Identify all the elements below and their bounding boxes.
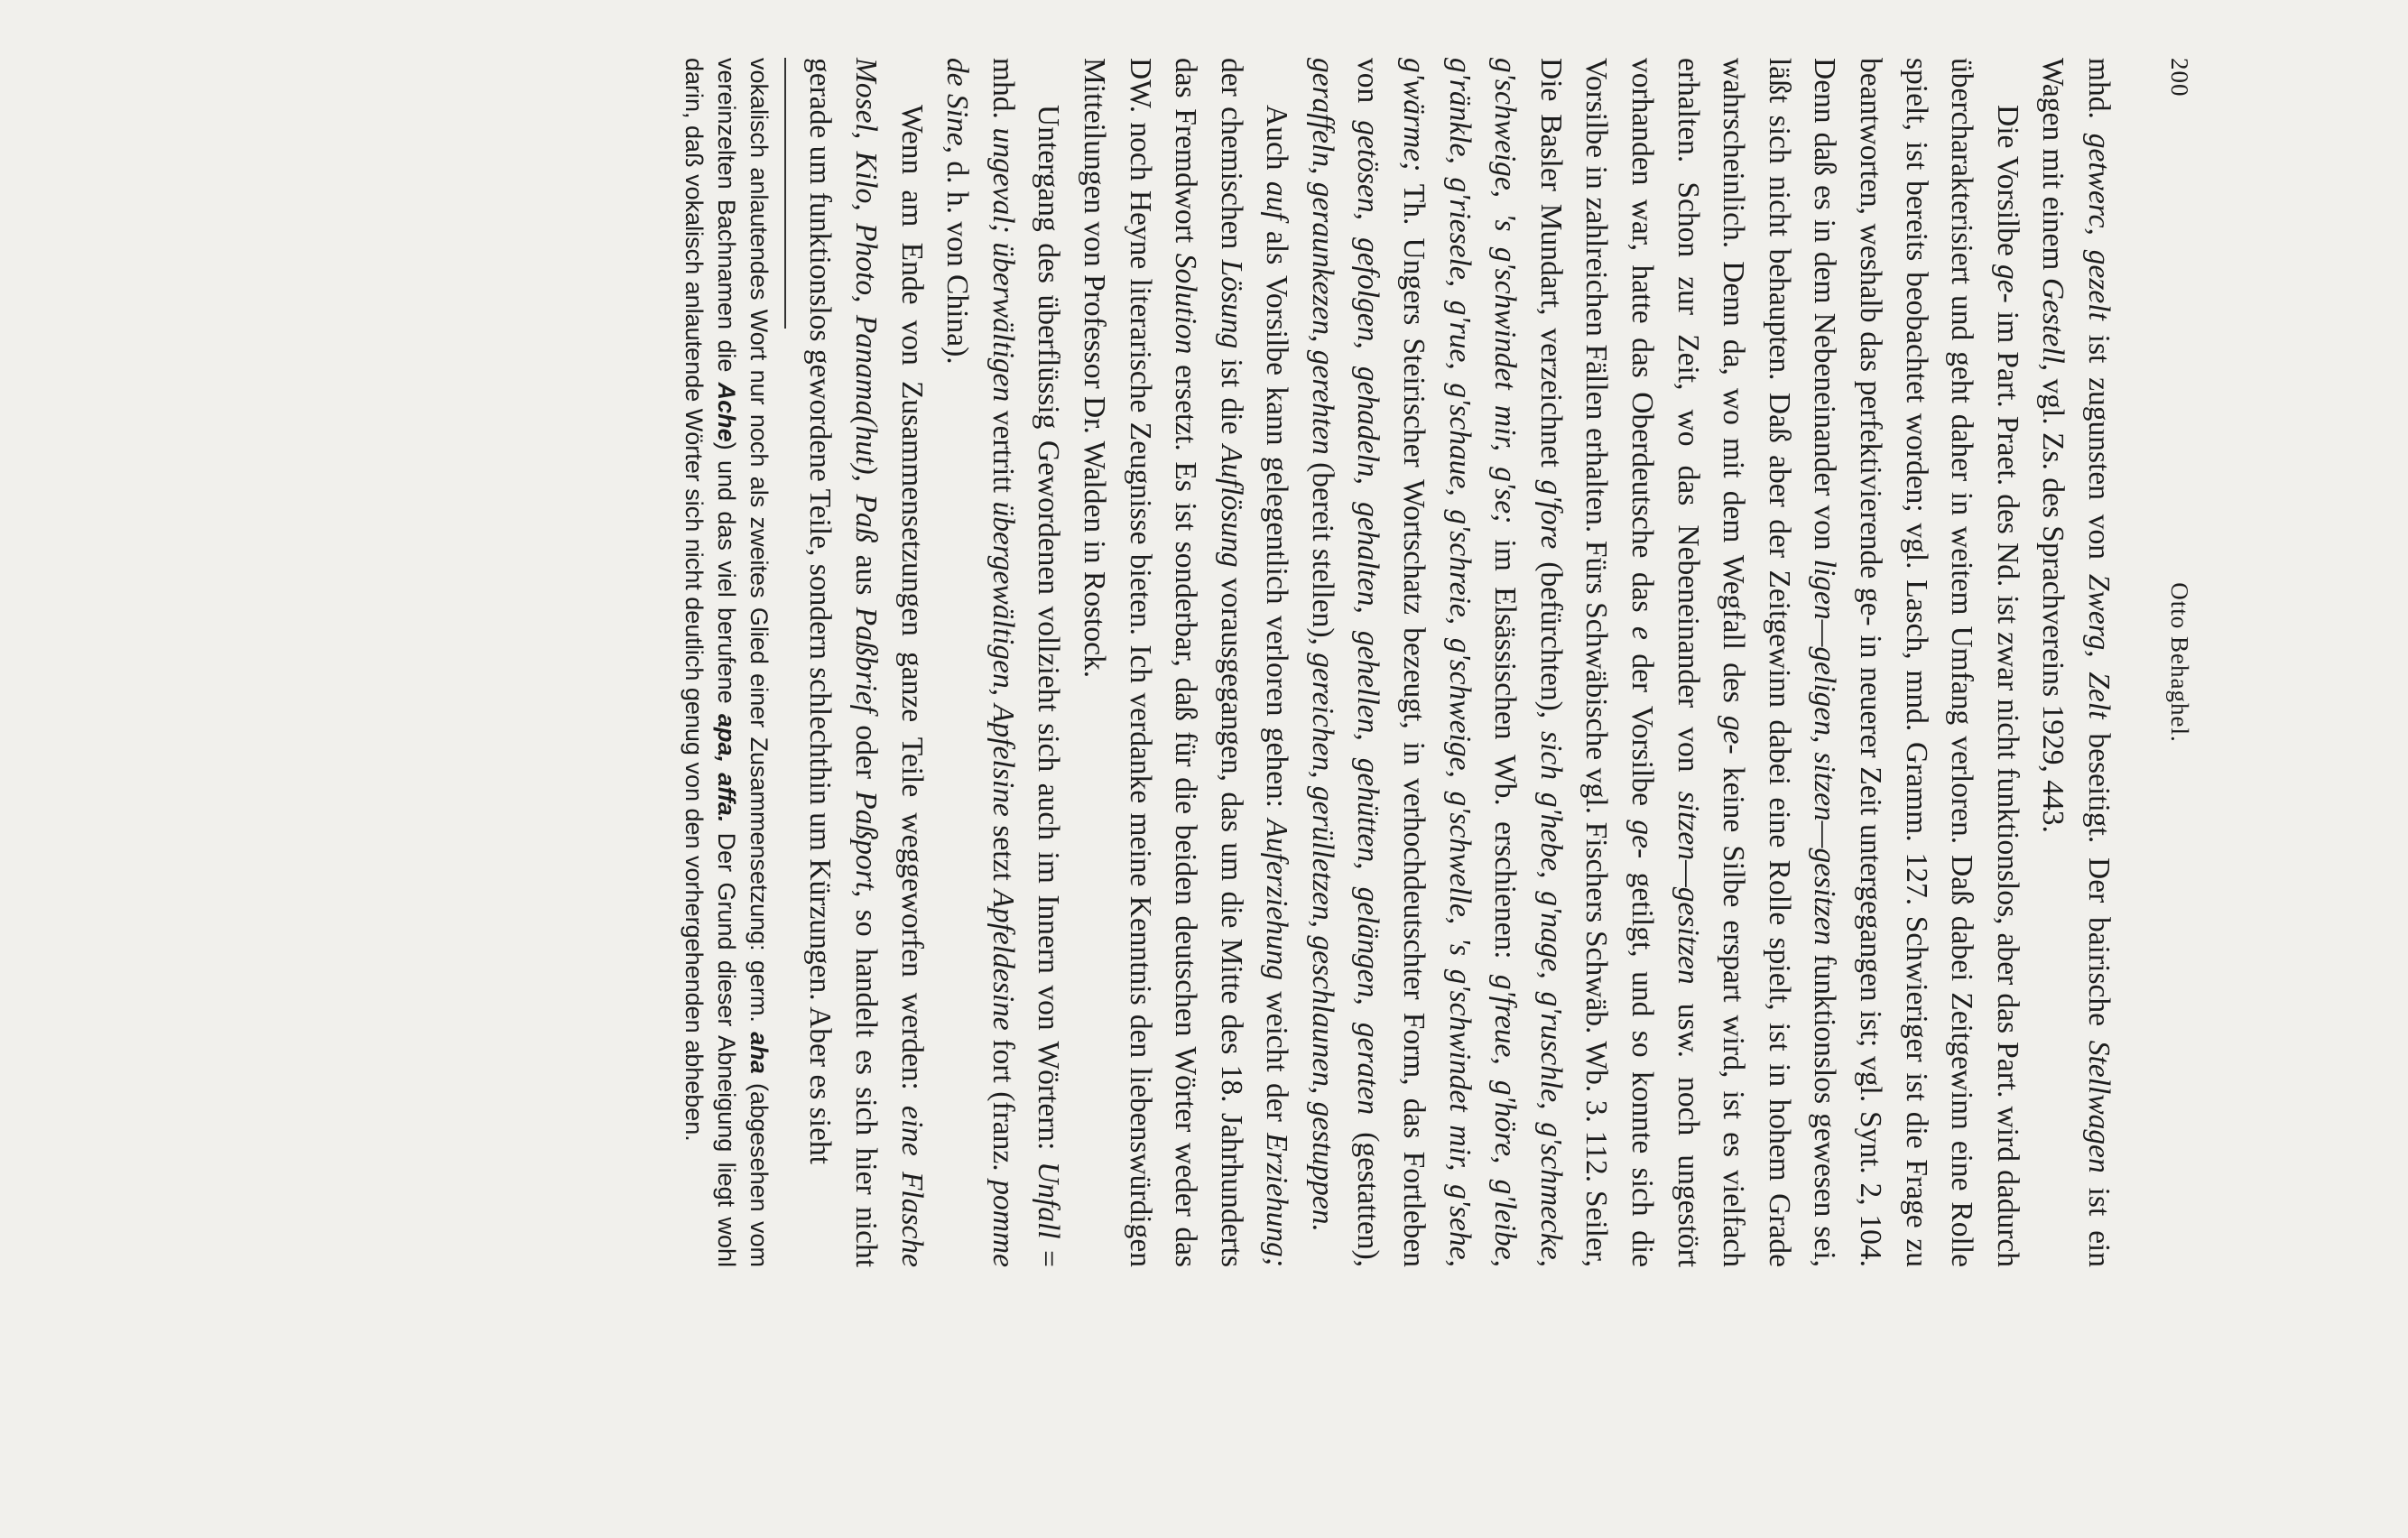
italic-term: Solution	[1169, 253, 1203, 355]
book-page	[181, 58, 2193, 1267]
text-run: Der Grund dieser Abneigung liegt wohl darin, daß vokalisch anlautende Wörter sich nicht deutlich genug von den vorhergehenden abheben.	[680, 58, 740, 1267]
italic-term: getösen, gefolgen, gehadeln, gehalten, gehellen, gehütten, gelängen, geraten	[1351, 120, 1385, 1116]
italic-term: Auflösung	[1214, 444, 1248, 568]
footnote	[678, 58, 775, 1267]
italic-term: Ache	[712, 382, 740, 442]
text-run: im Part. Praet. des Nd. ist zwar nicht funktionslos, aber das Part. wird dadurch übercharakterisiert und geht daher in weitem Umfang verloren. Daß dabei Zeitgewinn eine Rolle spielt, ist bereits beobachtet worden; vgl. Lasch, mnd. Gramm. 127. Schwieriger ist die Frage zu beantworten, weshalb das perfektivierende ge- in neuerer Zeit untergegangen ist; vgl. Synt. 2, 104. Denn daß es in dem Nebeneinander von	[1808, 58, 2024, 1267]
italic-term: apa, affa.	[712, 713, 740, 823]
italic-term: ge-	[1625, 820, 1660, 859]
text-run: d. h. von China).	[940, 153, 975, 365]
italic-term: pomme de Sine,	[940, 58, 1020, 1267]
italic-term: aha	[745, 1032, 773, 1074]
running-head	[2121, 58, 2193, 1267]
italic-term: Auferziehung	[1260, 819, 1294, 981]
italic-term: g'fore	[1533, 479, 1568, 550]
italic-term: ligen—geligen, sitzen—gesitzen	[1808, 559, 1842, 946]
text-run: vokalisch anlautendes Wort nur noch als zweites Glied einer Zusammensetzung: germ.	[745, 58, 773, 1033]
paragraph	[2030, 58, 2121, 1267]
italic-term: e	[1625, 625, 1660, 640]
text-run: (gestatten),	[1351, 1115, 1385, 1267]
italic-term: ge-	[1990, 264, 2024, 303]
text-run: Untergang des überflüssig Gewordenen vollzieht sich auch im Innern von Wörtern:	[1032, 105, 1066, 1162]
text-run: vertritt	[986, 402, 1020, 502]
italic-term: Unfall	[1032, 1161, 1066, 1239]
paragraph	[797, 58, 934, 1267]
paragraph	[934, 58, 1071, 1267]
text-run: weicht der	[1260, 980, 1294, 1134]
text-run: im Elsässischen Wb. erschienen:	[1488, 523, 1523, 975]
italic-term: Erziehung;	[1260, 1133, 1294, 1268]
text-run: vorausgegangen, das um die Mitte des 18. Jahrhunderts das Fremdwort	[1169, 58, 1248, 1267]
text-run: Die Vorsilbe	[1990, 105, 2024, 265]
italic-term: ge-	[1717, 715, 1751, 755]
text-run: getilgt, und so konnte sich die Vorsilbe in zahlreichen Fällen erhalten. Fürs Schwäbische vgl. Fischers Schwäb. Wb. 3. 112. Seiler, Die Basler Mundart, verzeichnet	[1533, 58, 1660, 1267]
text-run: ist die	[1214, 348, 1248, 445]
text-run: ist zugunsten von	[2082, 320, 2116, 574]
italic-term: gereichen, gerülletzen, geschlaunen, gestuppen.	[1305, 653, 1339, 1232]
text-run: so handelt es sich hier nicht gerade um funktionslos gewordene Teile, sondern schlechthin um Kürzungen. Aber es sieht	[803, 58, 883, 1267]
text-run: ) und das viel berufene	[712, 441, 740, 714]
text-run: Th. Ungers Steirischer Wortschatz bezeugt, in verhochdeutschter Form, das Fortleben von	[1351, 58, 1431, 1267]
text-run: der chemischen	[1214, 58, 1248, 260]
footnote-rule	[784, 58, 786, 329]
italic-term: Zwerg, Zelt	[2082, 573, 2116, 719]
text-run: der Vorsilbe	[1625, 639, 1660, 820]
text-run: aus	[848, 542, 883, 607]
text-run: Auch	[1260, 105, 1294, 181]
paragraph	[1070, 58, 1299, 1267]
running-head-author: Otto Behaghel.	[2166, 582, 2193, 743]
italic-term: eine Flasche Mosel, Kilo, Photo, Panama(hut), Paß	[848, 58, 929, 1267]
text-run: (bereit stellen),	[1305, 454, 1339, 653]
italic-term: Apfeldesine	[986, 889, 1020, 1031]
text-run: vgl. Zs. des Sprachvereins 1929, 443.	[2036, 371, 2070, 833]
text-run: keine Silbe erspart wird, ist es vielfach erhalten. Schon zur Zeit, wo das Nebeneinander von	[1671, 58, 1751, 1267]
page-number: 200	[2166, 58, 2193, 97]
italic-term: Lösung	[1214, 259, 1248, 349]
text-run: (befürchten),	[1533, 549, 1568, 731]
text-run: setzt	[986, 816, 1020, 890]
italic-term: sitzen—gesitzen	[1671, 791, 1705, 985]
text-run: oder	[848, 712, 883, 792]
italic-term: sich g'hebe, g'nage, g'ruschle, g'schmecke, g'schweige, 's g'schwindet mir, g'se;	[1488, 58, 1568, 1268]
text-run: ersetzt. Es ist sonderbar, daß für die beiden deutschen Wörter weder das DW. noch Heyne literarische Zeugnisse bieten. Ich verdanke meine Kenntnis den liebenswürdigen Mitteilungen von Professor Dr. Walden in Rostock.	[1077, 58, 1203, 1267]
italic-term: auf	[1260, 181, 1294, 220]
italic-term: geraffeln, geraunkezen, gerehten	[1305, 58, 1339, 455]
text-run: Wenn am Ende von Zusammensetzungen ganze Teile weggeworfen werden:	[894, 105, 929, 1106]
text-run: ist ein Wagen mit einem	[2036, 58, 2116, 1267]
text-run: als Vorsilbe kann gelegentlich verloren gehen:	[1260, 219, 1294, 820]
text-run: (abgesehen vom vereinzelten Bachnamen die	[712, 58, 773, 1267]
italic-term: Gestell,	[2036, 277, 2070, 372]
text-run: beseitigt. Der bairische	[2082, 718, 2116, 1041]
body-text	[797, 58, 2121, 1267]
text-run: mhd.	[2082, 58, 2116, 134]
italic-term: Paßbrief	[848, 607, 883, 713]
italic-term: g'freue, g'höre, g'leibe, g'ränkle, g'riesele, g'rue, g'schaue, g'schreie, g'schweige, g'schwelle, 's g'schwindet mir, g'sehe, g'wärme;	[1397, 58, 1523, 1267]
text-run: funktionslos gewesen sei, läßt sich nicht behaupten. Daß aber der Zeitgewinn dabei eine Rolle spielt, ist in hohem Grade wahrscheinlich. Denn da, wo mit dem Wegfall des	[1717, 58, 1842, 1267]
paragraph	[1299, 58, 2030, 1267]
italic-term: Paßport,	[848, 791, 883, 898]
italic-term: getwerc, gezelt	[2082, 133, 2116, 320]
text-run: fort (franz.	[986, 1030, 1020, 1181]
italic-term: Stellwagen	[2082, 1040, 2116, 1173]
text-run: usw. noch ungestört vorhanden war, hatte das Oberdeutsche das	[1625, 58, 1705, 1267]
text-run: = mhd.	[986, 58, 1066, 1267]
italic-term: übergewältigen, Apfelsine	[986, 501, 1020, 817]
italic-term: ungeval; überwältigen	[986, 127, 1020, 403]
